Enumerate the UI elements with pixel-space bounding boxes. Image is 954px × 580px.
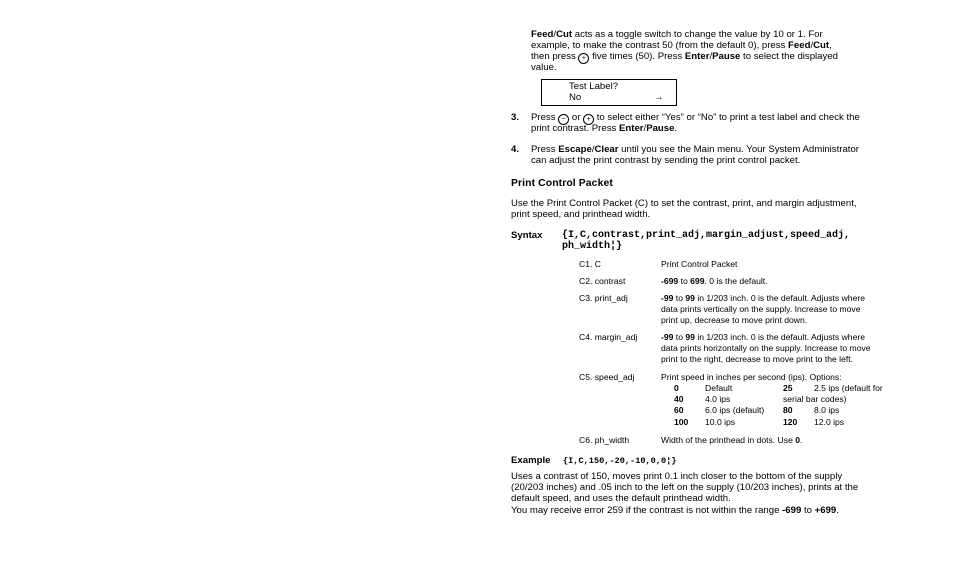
option-code: 80 (783, 405, 793, 415)
option-code: 40 (674, 394, 684, 404)
option-label: 10.0 ips (705, 417, 736, 427)
example-line-4: You may receive error 259 if the contrast is not within the range -699 to +699. (511, 505, 839, 516)
section-title: Print Control Packet (511, 178, 613, 189)
param-c3-name: C3. print_adj (579, 293, 628, 303)
step-4-line-1: Press Escape/Clear until you see the Main menu. Your System Administrator (531, 144, 859, 155)
plus-icon: + (578, 53, 589, 64)
lcd-display (541, 79, 677, 106)
section-para-line-1: Use the Print Control Packet (C) to set the contrast, print, and margin adjustment, (511, 198, 857, 209)
option-code: 120 (783, 417, 798, 427)
option-code: 0 (674, 383, 679, 393)
option-code: 25 (783, 383, 793, 393)
option-code: 100 (674, 417, 689, 427)
step-3-line-1: Press − or + to select either “Yes” or “No” to print a test label and check the (531, 112, 860, 123)
intro-line-1: Feed/Cut acts as a toggle switch to change the value by 10 or 1. For (531, 29, 823, 40)
option-label: Default (705, 383, 733, 393)
option-code: 60 (674, 405, 684, 415)
option-label: 12.0 ips (814, 417, 845, 427)
example-line-1: Uses a contrast of 150, moves print 0.1 inch closer to the bottom of the supply (511, 471, 843, 482)
param-c2-desc: -699 to 699. 0 is the default. (661, 276, 768, 286)
param-c4-desc-3: print to the right, decrease to move print to the left. (661, 354, 854, 364)
param-c4-name: C4. margin_adj (579, 332, 638, 342)
lcd-line-2: No (569, 92, 582, 103)
param-c5-desc: Print speed in inches per second (ips). Options: (661, 372, 842, 382)
syntax-line-1: {I,C,contrast,print_adj,margin_adjust,speed_adj, (562, 230, 851, 241)
param-c4-desc-2: data prints horizontally on the supply. Increase to move (661, 343, 871, 353)
option-label: serial bar codes) (783, 394, 847, 404)
example-line-3: default speed, and uses the default printhead width. (511, 493, 731, 504)
intro-line-4: value. (531, 62, 557, 73)
example-code: {I,C,150,-20,-10,0,0¦} (563, 456, 677, 466)
param-c1-name: C1. C (579, 259, 601, 269)
param-c2-name: C2. contrast (579, 276, 626, 286)
param-c6-name: C6. ph_width (579, 435, 630, 445)
param-c5-name: C5. speed_adj (579, 372, 635, 382)
step-4-line-2: can adjust the print contrast by sending the print control packet. (531, 155, 801, 166)
lcd-line-1: Test Label? (569, 81, 619, 92)
plus-icon: + (583, 114, 594, 125)
option-label: 6.0 ips (default) (705, 405, 765, 415)
option-label: 4.0 ips (705, 394, 731, 404)
param-c6-desc: Width of the printhead in dots. Use 0. (661, 435, 803, 445)
param-c1-desc: Print Control Packet (661, 259, 738, 269)
minus-icon: − (558, 114, 569, 125)
syntax-label: Syntax (511, 230, 543, 241)
option-label: 8.0 ips (814, 405, 840, 415)
example-label: Example (511, 455, 551, 466)
syntax-line-2: ph_width¦} (562, 241, 623, 252)
step-3-line-2: print contrast. Press Enter/Pause. (531, 123, 678, 134)
right-arrow-icon: → (654, 92, 664, 103)
step-3-number: 3. (511, 112, 520, 123)
param-c3-desc-1: -99 to 99 in 1/203 inch. 0 is the default. Adjusts where (661, 293, 866, 303)
option-label: 2.5 ips (default for (814, 383, 883, 393)
param-c3-desc-2: data prints vertically on the supply. Increase to move (661, 304, 861, 314)
param-c4-desc-1: -99 to 99 in 1/203 inch. 0 is the default. Adjusts where (661, 332, 866, 342)
intro-line-2: example, to make the contrast 50 (from the default 0), press Feed/Cut, (531, 40, 832, 51)
example-line-2: (20/203 inches) and .05 inch to the left on the supply (10/203 inches), prints at the (511, 482, 859, 493)
section-para-line-2: print speed, and printhead width. (511, 209, 651, 220)
step-4-number: 4. (511, 144, 520, 155)
intro-line-3: then press + five times (50). Press Enter/Pause to select the displayed (531, 51, 838, 62)
param-c3-desc-3: print up, decrease to move print down. (661, 315, 808, 325)
